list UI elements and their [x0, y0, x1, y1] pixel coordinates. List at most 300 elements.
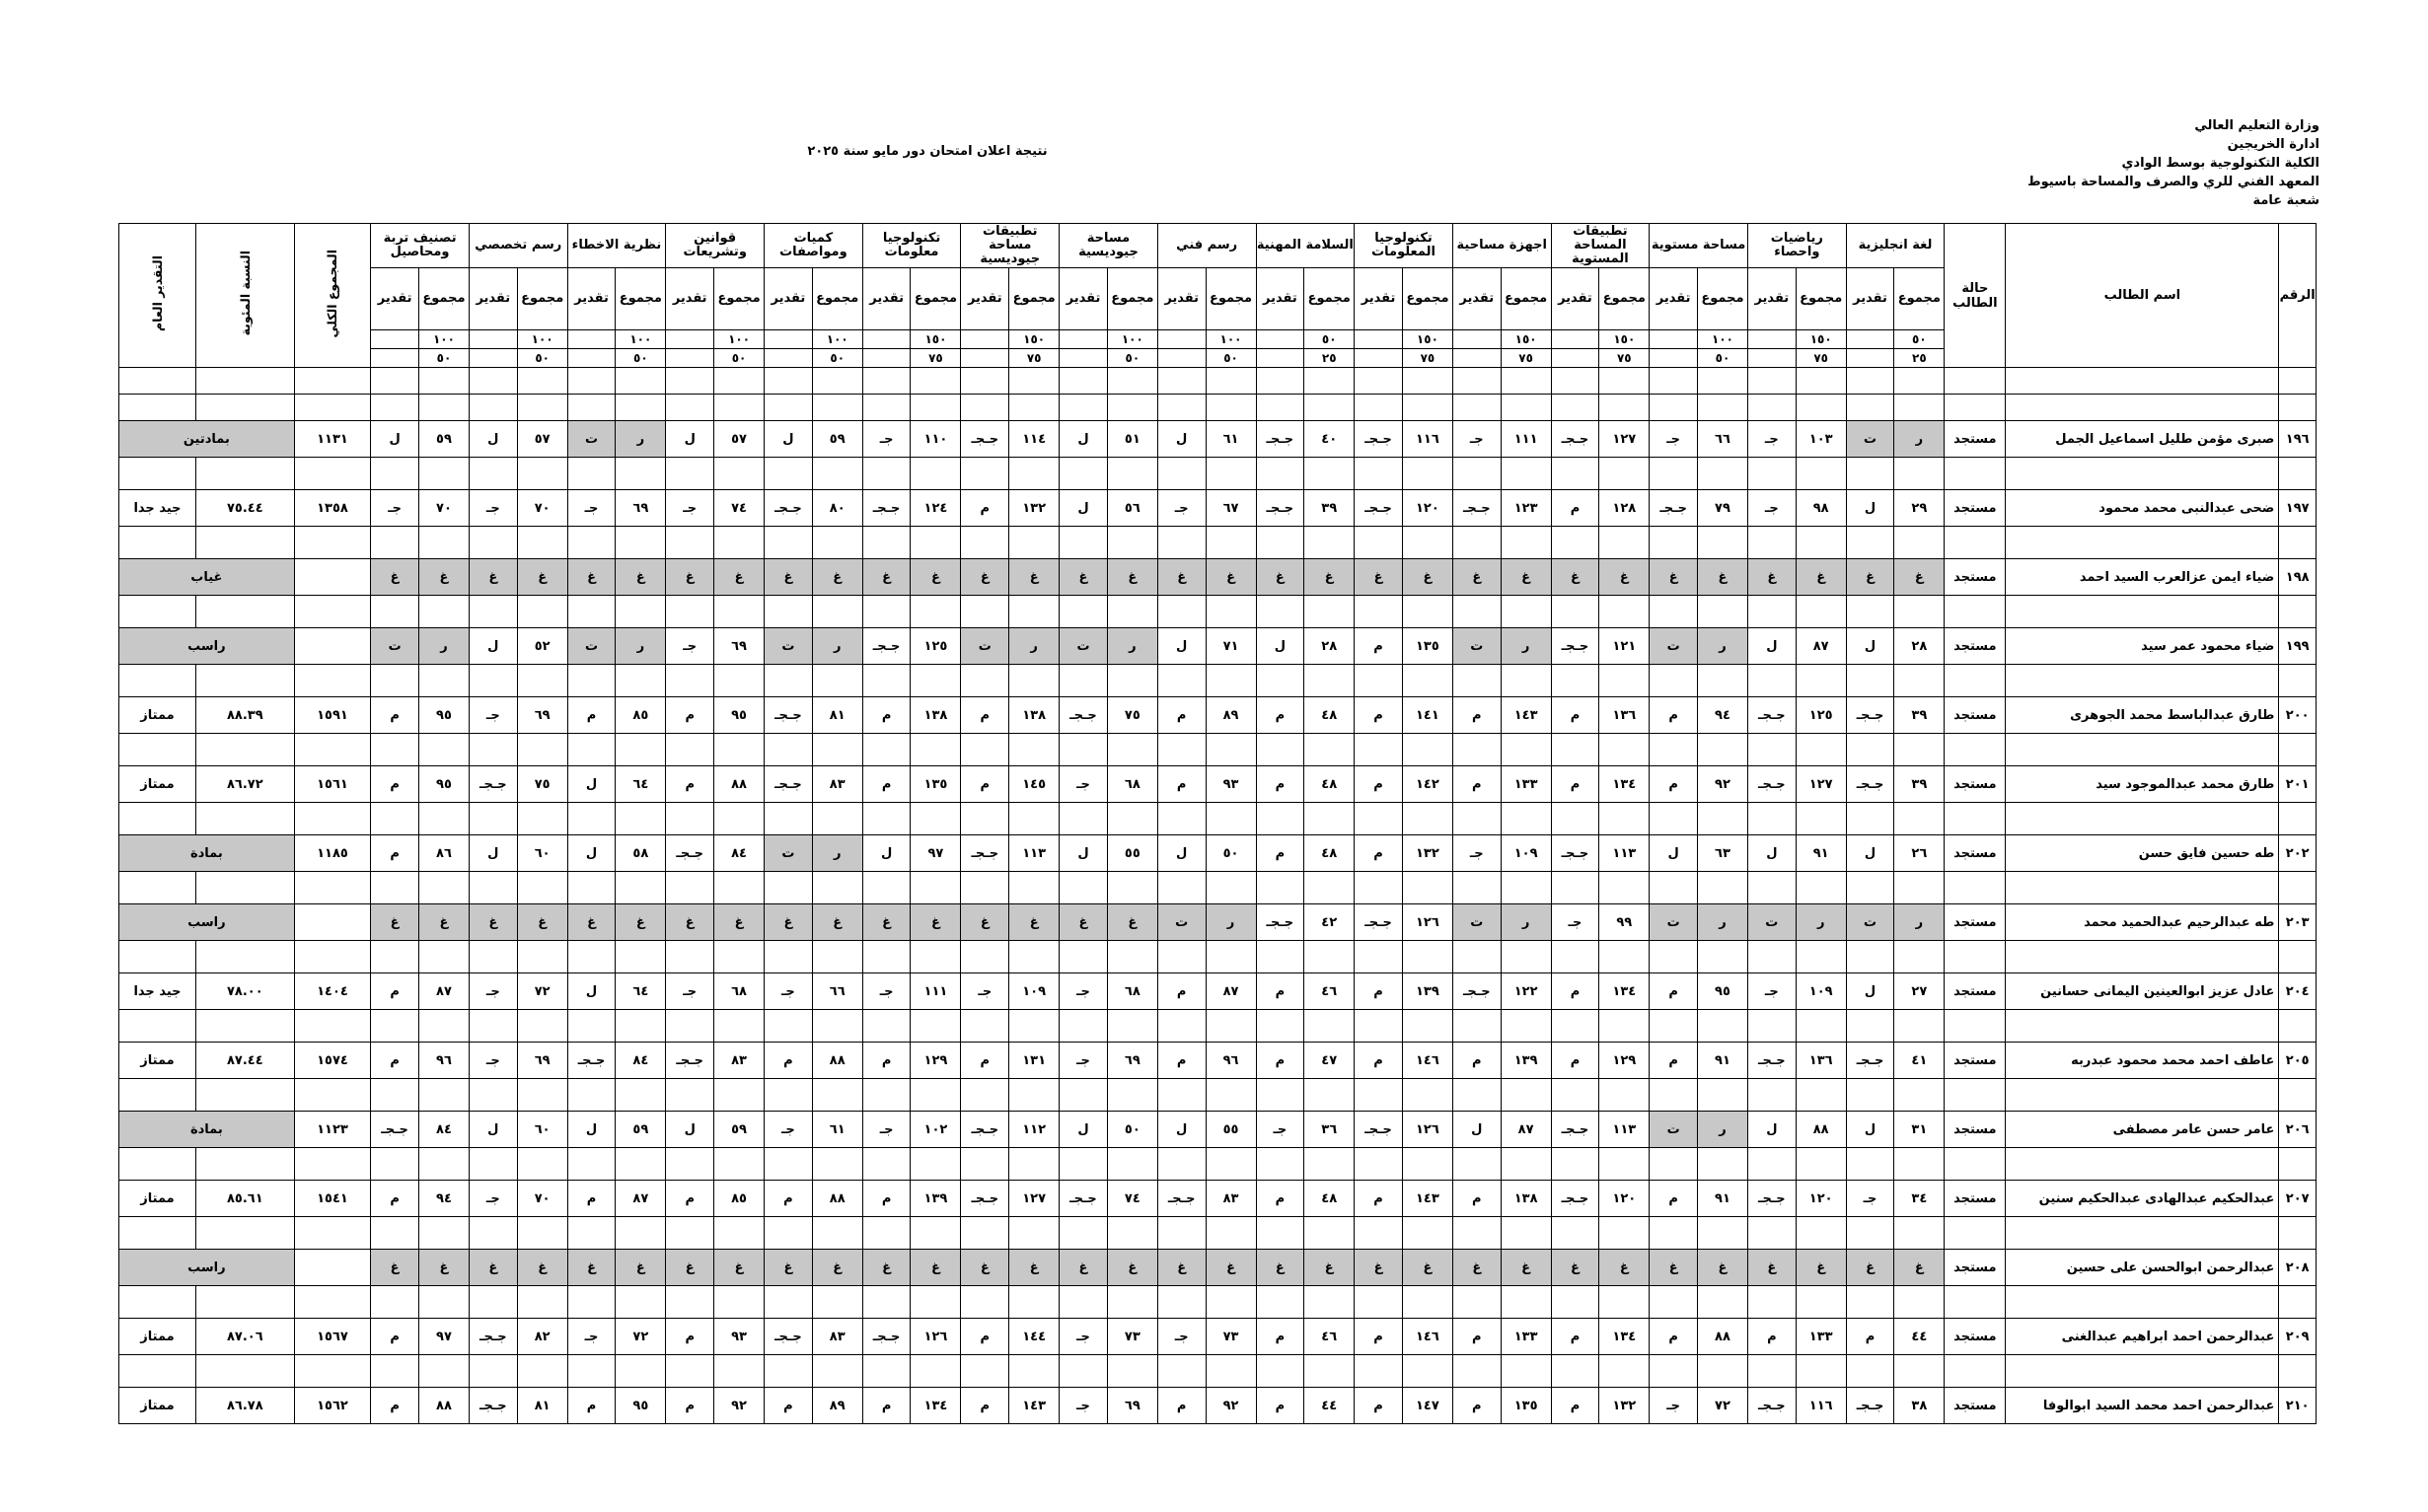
student-name: عامر حسن عامر مصطفى — [2006, 1112, 2279, 1148]
empty-cell — [1551, 1286, 1599, 1319]
subject-sum: غ — [714, 559, 765, 596]
min-mark: ٥٠ — [1698, 349, 1748, 368]
empty-cell — [469, 872, 517, 904]
empty-cell — [961, 941, 1009, 973]
sum-subheader: مجموع — [714, 268, 765, 330]
student-total — [294, 559, 371, 596]
student-total: ١٥٦٢ — [294, 1388, 371, 1424]
subject-grade: ل — [765, 421, 813, 458]
empty-cell — [1206, 734, 1256, 766]
subject-sum: ١٢١ — [1599, 628, 1650, 665]
subject-grade: م — [1256, 1043, 1304, 1079]
subject-grade: م — [1650, 697, 1698, 734]
subject-grade: م — [1355, 1319, 1403, 1355]
empty-cell — [196, 1148, 295, 1181]
empty-cell — [1060, 458, 1108, 490]
empty-cell — [294, 941, 371, 973]
subject-grade: غ — [1157, 1250, 1206, 1286]
max-mark: ١٠٠ — [517, 330, 567, 349]
empty-cell — [1402, 734, 1452, 766]
subject-grade: غ — [1452, 1250, 1501, 1286]
empty-cell — [666, 395, 714, 421]
empty-cell — [1402, 803, 1452, 835]
empty-cell — [812, 596, 862, 628]
empty-cell — [1599, 1217, 1650, 1250]
max-mark: ١٠٠ — [616, 330, 666, 349]
empty-cell — [765, 734, 813, 766]
empty-cell — [294, 596, 371, 628]
subject-grade: ت — [1060, 628, 1108, 665]
empty-cell — [1650, 1355, 1698, 1388]
empty-cell — [119, 458, 196, 490]
empty-cell — [1650, 872, 1698, 904]
empty-cell — [666, 458, 714, 490]
subject-grade: جـجـ — [765, 490, 813, 527]
empty-cell — [517, 872, 567, 904]
sum-subheader: مجموع — [1009, 268, 1060, 330]
subject-grade: جـجـ — [1256, 904, 1304, 941]
empty-cell — [196, 1010, 295, 1043]
empty-cell — [862, 527, 911, 559]
subject-sum: ٣٩ — [1304, 490, 1355, 527]
empty-cell — [1206, 1286, 1256, 1319]
max-mark: ١٠٠ — [812, 330, 862, 349]
min-mark: ٧٥ — [911, 349, 961, 368]
empty-cell — [1304, 368, 1355, 395]
empty-cell — [1256, 803, 1304, 835]
subject-sum: ١١٠ — [911, 421, 961, 458]
student-status: مستجد — [1945, 835, 2006, 872]
grade-subheader: تقدير — [1256, 268, 1304, 330]
empty-cell — [1846, 734, 1894, 766]
subject-grade: غ — [666, 1250, 714, 1286]
subject-sum: غ — [1698, 559, 1748, 596]
empty-cell — [294, 1010, 371, 1043]
empty-cell — [196, 872, 295, 904]
empty-cell — [1796, 458, 1846, 490]
subject-grade: غ — [961, 904, 1009, 941]
subject-sum: ٥٦ — [1107, 490, 1157, 527]
subject-grade: ل — [371, 421, 419, 458]
empty-cell — [1402, 458, 1452, 490]
empty-cell — [714, 734, 765, 766]
subject-sum: ٤٨ — [1304, 697, 1355, 734]
subject-grade: جـ — [1650, 421, 1698, 458]
subject-grade: غ — [1846, 559, 1894, 596]
empty-cell — [1551, 527, 1599, 559]
student-name: ضياء ايمن عزالعرب السيد احمد — [2006, 559, 2279, 596]
empty-cell — [1846, 803, 1894, 835]
subject-grade: م — [666, 1319, 714, 1355]
empty-cell — [1355, 803, 1403, 835]
student-number: ٢٠٩ — [2279, 1319, 2317, 1355]
empty-cell — [911, 941, 961, 973]
empty-cell — [1157, 941, 1206, 973]
student-name: عبدالرحمن احمد محمد السيد ابوالوفا — [2006, 1388, 2279, 1424]
max-mark: ١٥٠ — [1796, 330, 1846, 349]
empty-cell — [1599, 872, 1650, 904]
subject-sum: ١٠٩ — [1501, 835, 1551, 872]
student-number: ٢٠٣ — [2279, 904, 2317, 941]
empty-cell — [911, 872, 961, 904]
subject-sum: ٩٢ — [714, 1388, 765, 1424]
empty-cell — [567, 368, 616, 395]
empty-cell — [1747, 734, 1796, 766]
subject-grade: م — [961, 1043, 1009, 1079]
subject-grade: غ — [1157, 559, 1206, 596]
empty-cell — [1894, 872, 1945, 904]
empty-cell — [1157, 803, 1206, 835]
subject-sum: غ — [1304, 559, 1355, 596]
subject-header: مساحة مستوية — [1650, 224, 1748, 268]
empty-cell — [1894, 734, 1945, 766]
subject-grade: جـ — [469, 1043, 517, 1079]
empty-cell — [714, 1217, 765, 1250]
subject-sum: ٧٤ — [1107, 1181, 1157, 1217]
empty-cell — [1157, 458, 1206, 490]
min-mark: ٧٥ — [1501, 349, 1551, 368]
subject-sum: ٨٩ — [1206, 697, 1256, 734]
empty-cell — [666, 1217, 714, 1250]
empty-cell — [2006, 368, 2279, 395]
subject-grade: ل — [666, 1112, 714, 1148]
empty-cell — [1650, 1148, 1698, 1181]
subject-grade: م — [371, 973, 419, 1010]
empty-cell — [1304, 1286, 1355, 1319]
empty-cell — [862, 1010, 911, 1043]
subject-grade: ت — [961, 628, 1009, 665]
empty-cell — [2006, 527, 2279, 559]
subject-sum: غ — [1107, 559, 1157, 596]
subject-sum: ١٣٤ — [1599, 973, 1650, 1010]
subject-grade: جـ — [1157, 1319, 1206, 1355]
empty-cell — [1304, 665, 1355, 697]
subject-sum: ٩١ — [1698, 1181, 1748, 1217]
subject-grade: جـ — [469, 697, 517, 734]
empty-cell — [1501, 527, 1551, 559]
subject-sum: ٥٩ — [714, 1112, 765, 1148]
subject-sum: ٨٨ — [418, 1388, 469, 1424]
subject-sum: ٨٧ — [418, 973, 469, 1010]
subject-grade: غ — [666, 904, 714, 941]
subject-sum: غ — [616, 904, 666, 941]
empty-cell — [1402, 1079, 1452, 1112]
empty-cell — [371, 527, 419, 559]
subject-grade: جـ — [666, 628, 714, 665]
empty-cell — [1256, 596, 1304, 628]
empty-cell — [1402, 1355, 1452, 1388]
empty-cell — [1747, 596, 1796, 628]
subject-sum: ١١٦ — [1402, 421, 1452, 458]
subject-sum: ر — [616, 628, 666, 665]
subject-grade: جـ — [469, 973, 517, 1010]
empty-cell — [1009, 1148, 1060, 1181]
subject-grade: غ — [567, 559, 616, 596]
max-mark: ١٠٠ — [1206, 330, 1256, 349]
empty-cell — [567, 1286, 616, 1319]
empty-cell — [1846, 872, 1894, 904]
subject-sum: غ — [517, 904, 567, 941]
empty-cell — [765, 1148, 813, 1181]
empty-cell — [1452, 941, 1501, 973]
subject-grade: ت — [1650, 628, 1698, 665]
empty-cell — [616, 596, 666, 628]
empty-cell — [2006, 1010, 2279, 1043]
empty-cell — [862, 734, 911, 766]
subject-sum: ١٠٣ — [1796, 421, 1846, 458]
subject-sum: ٣٨ — [1894, 1388, 1945, 1424]
empty-cell — [1501, 1148, 1551, 1181]
subject-sum: ٦٩ — [616, 490, 666, 527]
subject-sum: غ — [1894, 1250, 1945, 1286]
subject-sum: ١٣٥ — [911, 766, 961, 803]
empty-cell — [1894, 1286, 1945, 1319]
empty-cell — [1452, 803, 1501, 835]
empty-cell — [1894, 1079, 1945, 1112]
subject-grade: جـجـ — [469, 1319, 517, 1355]
subject-sum: ١٠٩ — [1796, 973, 1846, 1010]
subject-sum: ٣٤ — [1894, 1181, 1945, 1217]
empty-cell — [1846, 596, 1894, 628]
max-mark: ١٥٠ — [1599, 330, 1650, 349]
empty-cell — [765, 1286, 813, 1319]
subject-grade: غ — [1650, 559, 1698, 596]
student-status: مستجد — [1945, 421, 2006, 458]
empty-cell — [1157, 349, 1206, 368]
subject-sum: غ — [1599, 559, 1650, 596]
subject-sum: ٩٥ — [714, 697, 765, 734]
subject-sum: ٥٧ — [714, 421, 765, 458]
subject-grade: جـ — [666, 973, 714, 1010]
empty-cell — [1256, 665, 1304, 697]
percent-header — [196, 224, 295, 368]
subject-sum: غ — [1796, 559, 1846, 596]
min-mark: ٧٥ — [1009, 349, 1060, 368]
empty-cell — [2006, 1355, 2279, 1388]
subject-sum: غ — [1009, 1250, 1060, 1286]
empty-cell — [371, 395, 419, 421]
page-title: نتيجة اعلان امتحان دور مايو سنة ٢٠٢٥ — [807, 144, 1048, 159]
student-result: راسب — [119, 1250, 295, 1286]
subject-grade: م — [1551, 697, 1599, 734]
student-grade: ممتاز — [119, 766, 196, 803]
empty-cell — [1452, 665, 1501, 697]
empty-cell — [1945, 1010, 2006, 1043]
empty-cell — [2006, 596, 2279, 628]
min-mark: ٥٠ — [714, 349, 765, 368]
empty-cell — [1009, 872, 1060, 904]
min-mark: ٥٠ — [616, 349, 666, 368]
student-row — [119, 1250, 2317, 1286]
subject-grade: ل — [567, 1112, 616, 1148]
subject-sum: ر — [1894, 421, 1945, 458]
subject-grade: م — [1157, 973, 1206, 1010]
empty-cell — [418, 1079, 469, 1112]
subject-sum: ٦٤ — [616, 973, 666, 1010]
empty-cell — [812, 1079, 862, 1112]
empty-cell — [119, 941, 196, 973]
empty-cell — [567, 803, 616, 835]
subject-sum: غ — [1402, 559, 1452, 596]
subject-grade: م — [1355, 835, 1403, 872]
empty-cell — [418, 941, 469, 973]
student-row — [119, 904, 2317, 941]
empty-cell — [119, 803, 196, 835]
empty-cell — [294, 734, 371, 766]
empty-cell — [1650, 1010, 1698, 1043]
subject-sum: ٨٥ — [616, 697, 666, 734]
empty-cell — [1945, 1355, 2006, 1388]
subject-sum: غ — [714, 904, 765, 941]
empty-cell — [1206, 395, 1256, 421]
empty-cell — [294, 527, 371, 559]
subject-grade: ت — [1846, 421, 1894, 458]
empty-cell — [418, 734, 469, 766]
subject-sum: ٦٦ — [1698, 421, 1748, 458]
subject-grade: جـ — [862, 1112, 911, 1148]
empty-cell — [1452, 872, 1501, 904]
empty-cell — [196, 368, 295, 395]
subject-sum: ٨٣ — [812, 766, 862, 803]
empty-cell — [1551, 349, 1599, 368]
subject-grade: ل — [1060, 1112, 1108, 1148]
empty-cell — [1894, 941, 1945, 973]
subject-sum: ٧٥ — [1107, 697, 1157, 734]
empty-cell — [1256, 330, 1304, 349]
student-row — [119, 1319, 2317, 1355]
subject-header: كميات ومواصفات — [765, 224, 863, 268]
subject-sum: ٤٧ — [1304, 1043, 1355, 1079]
empty-cell — [1501, 1286, 1551, 1319]
subject-grade: ل — [469, 421, 517, 458]
subject-grade: جـجـ — [1747, 766, 1796, 803]
empty-cell — [371, 1079, 419, 1112]
subject-grade: م — [1355, 1181, 1403, 1217]
empty-cell — [1846, 1217, 1894, 1250]
subject-sum: ٥٥ — [1107, 835, 1157, 872]
empty-cell — [1501, 803, 1551, 835]
subject-grade: ل — [1747, 835, 1796, 872]
subject-sum: غ — [1501, 559, 1551, 596]
empty-cell — [418, 665, 469, 697]
subject-grade: ت — [1452, 628, 1501, 665]
subject-grade: م — [862, 1181, 911, 1217]
empty-cell — [1304, 1010, 1355, 1043]
empty-cell — [1599, 527, 1650, 559]
subject-sum: ٦٨ — [714, 973, 765, 1010]
student-grade: جيد جدا — [119, 973, 196, 1010]
empty-cell — [1060, 527, 1108, 559]
subject-grade: جـ — [765, 1112, 813, 1148]
sum-subheader: مجموع — [1206, 268, 1256, 330]
empty-cell — [1501, 941, 1551, 973]
empty-cell — [196, 803, 295, 835]
empty-cell — [1452, 596, 1501, 628]
subject-sum: ٤٤ — [1894, 1319, 1945, 1355]
empty-cell — [1452, 1010, 1501, 1043]
empty-cell — [567, 395, 616, 421]
subject-sum: ٦٧ — [1206, 490, 1256, 527]
empty-cell — [1256, 734, 1304, 766]
subject-grade: م — [1452, 1043, 1501, 1079]
empty-cell — [2279, 1010, 2317, 1043]
empty-cell — [2279, 458, 2317, 490]
empty-cell — [1256, 395, 1304, 421]
subject-sum: ٤٨ — [1304, 766, 1355, 803]
subject-grade: م — [1355, 1043, 1403, 1079]
subject-sum: ٥٠ — [1206, 835, 1256, 872]
empty-cell — [1894, 1217, 1945, 1250]
empty-cell — [1304, 458, 1355, 490]
subject-grade: ل — [1256, 628, 1304, 665]
empty-cell — [418, 368, 469, 395]
subject-header: رسم تخصصي — [469, 224, 567, 268]
subject-sum: ١٣٤ — [1599, 766, 1650, 803]
subject-sum: ٦٨ — [1107, 973, 1157, 1010]
subject-sum: غ — [517, 559, 567, 596]
subject-sum: ٨٤ — [616, 1043, 666, 1079]
subject-grade: ل — [1747, 1112, 1796, 1148]
empty-cell — [961, 734, 1009, 766]
empty-cell — [714, 872, 765, 904]
empty-cell — [961, 527, 1009, 559]
empty-cell — [812, 527, 862, 559]
empty-cell — [1698, 1010, 1748, 1043]
empty-cell — [517, 458, 567, 490]
student-percent: ٨٦.٧٢ — [196, 766, 295, 803]
subject-header: نظرية الاخطاء — [567, 224, 666, 268]
subject-grade: غ — [862, 1250, 911, 1286]
subject-grade: غ — [1551, 1250, 1599, 1286]
sum-subheader: مجموع — [1107, 268, 1157, 330]
sum-subheader: مجموع — [616, 268, 666, 330]
subject-sum: ١٣٢ — [1009, 490, 1060, 527]
subject-sum: غ — [517, 1250, 567, 1286]
max-mark: ١٥٠ — [1009, 330, 1060, 349]
empty-cell — [961, 1355, 1009, 1388]
subject-sum: ٩١ — [1698, 1043, 1748, 1079]
subject-sum: ١٢٢ — [1501, 973, 1551, 1010]
empty-cell — [1796, 941, 1846, 973]
empty-cell — [1796, 368, 1846, 395]
empty-cell — [1402, 1010, 1452, 1043]
subject-header: السلامة المهنية — [1256, 224, 1355, 268]
empty-cell — [294, 1286, 371, 1319]
subject-grade: جـجـ — [1551, 421, 1599, 458]
student-number: ٢٠١ — [2279, 766, 2317, 803]
subject-grade: جـجـ — [1551, 1112, 1599, 1148]
subject-grade: جـجـ — [1355, 421, 1403, 458]
empty-cell — [2279, 395, 2317, 421]
empty-cell — [911, 1286, 961, 1319]
empty-cell — [1551, 1010, 1599, 1043]
subject-sum: ٩٥ — [616, 1388, 666, 1424]
subject-grade: م — [371, 835, 419, 872]
empty-cell — [119, 527, 196, 559]
subject-header: تكنولوجيا المعلومات — [1355, 224, 1453, 268]
empty-cell — [2279, 527, 2317, 559]
min-mark: ٧٥ — [1402, 349, 1452, 368]
empty-cell — [1009, 458, 1060, 490]
empty-cell — [517, 395, 567, 421]
empty-cell — [371, 1148, 419, 1181]
empty-cell — [1551, 1355, 1599, 1388]
empty-cell — [1846, 458, 1894, 490]
empty-cell — [1206, 872, 1256, 904]
empty-cell — [911, 1010, 961, 1043]
empty-cell — [1894, 395, 1945, 421]
subject-sum: ١٣٨ — [1009, 697, 1060, 734]
